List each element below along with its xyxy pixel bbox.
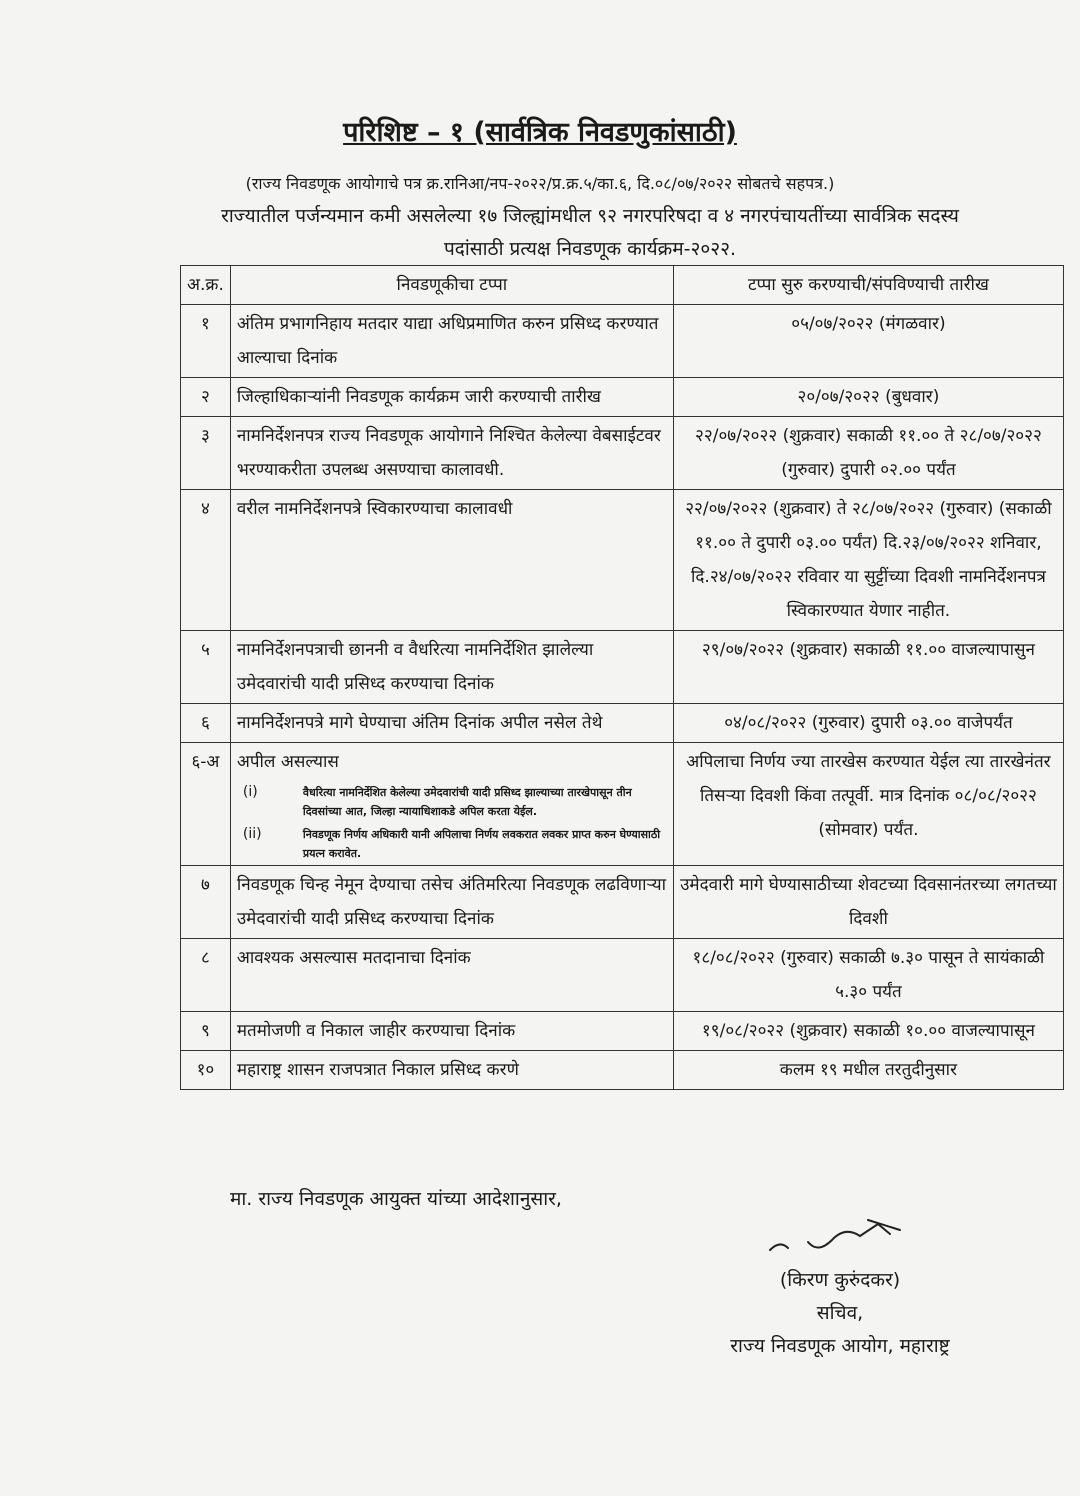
row-stage: निवडणूक चिन्ह नेमून देण्याचा तसेच अंतिमरित्या निवडणूक लढविणाऱ्या उमेदवारांची यादी प्रसिध्द करण्याचा दिनांक [230, 866, 673, 939]
row-serial: ९ [181, 1012, 231, 1051]
header-stage: निवडणूकीचा टप्पा [230, 266, 673, 305]
row-stage-appeal [230, 743, 673, 866]
row-stage: आवश्यक असल्यास मतदानाचा दिनांक [230, 939, 673, 1012]
table-row [181, 490, 1064, 631]
header-serial: अ.क्र. [181, 266, 231, 305]
row-date: कलम १९ मधील तरतुदीनुसार [673, 1051, 1063, 1090]
table-row [181, 378, 1064, 417]
row-serial: ४ [181, 490, 231, 631]
row-stage: नामनिर्देशनपत्राची छाननी व वैधरित्या नामनिर्देशित झालेल्या उमेदवारांची यादी प्रसिध्द करण्याचा दिनांक [230, 631, 673, 704]
table-row [181, 1012, 1064, 1051]
row-stage: अंतिम प्रभागनिहाय मतदार याद्या अधिप्रमाणित करुन प्रसिध्द करण्यात आल्याचा दिनांक [230, 305, 673, 378]
schedule-heading [140, 200, 1040, 266]
table-row [181, 631, 1064, 704]
signature-block [690, 1212, 990, 1363]
row-serial: ६-अ [181, 743, 231, 866]
table-row [181, 417, 1064, 490]
row-date: २९/०७/२०२२ (शुक्रवार) सकाळी ११.०० वाजल्यापासुन [673, 631, 1063, 704]
row-date: २०/०७/२०२२ (बुधवार) [673, 378, 1063, 417]
table-row [181, 743, 1064, 866]
appeal-label: अपील असल्यास [236, 752, 339, 772]
page-title: परिशिष्ट – १ (सार्वत्रिक निवडणुकांसाठी) [343, 117, 737, 148]
row-stage: महाराष्ट्र शासन राजपत्रात निकाल प्रसिध्द करणे [230, 1051, 673, 1090]
appeal-sub-item [237, 783, 667, 821]
table-row [181, 1051, 1064, 1090]
row-serial: ३ [181, 417, 231, 490]
appeal-sub-number: (i) [242, 784, 258, 800]
appeal-sub-item [237, 825, 667, 863]
closing-line: मा. राज्य निवडणूक आयुक्त यांच्या आदेशानुसार, [230, 1188, 562, 1210]
heading-line-1: राज्यातील पर्जन्यमान कमी असलेल्या १७ जिल्ह्यांमधील ९२ नगरपरिषदा व ४ नगरपंचायतींच्या सार्वत्रिक सदस्य [221, 205, 959, 227]
row-date: ०४/०८/२०२२ (गुरुवार) दुपारी ०३.०० वाजेपर्यंत [673, 704, 1063, 743]
row-serial: ७ [181, 866, 231, 939]
row-stage: मतमोजणी व निकाल जाहीर करण्याचा दिनांक [230, 1012, 673, 1051]
row-serial: १ [181, 305, 231, 378]
row-date: २२/०७/२०२२ (शुक्रवार) ते २८/०७/२०२२ (गुरुवार) (सकाळी ११.०० ते दुपारी ०३.०० पर्यंत) दि.२३/०७/२०२२ शनिवार, दि.२४/०७/२०२२ रविवार या सुट्टींच्या दिवशी नामनिर्देशनपत्र स्विकारण्यात येणार नाहीत. [673, 490, 1063, 631]
signatory-designation: सचिव, [816, 1302, 864, 1324]
header-date: टप्पा सुरु करण्याची/संपविण्याची तारीख [673, 266, 1063, 305]
appeal-sub-text: निवडणूक निर्णय अधिकारी यानी अपिलाचा निर्णय लवकरात लवकर प्राप्त करुन घेण्यासाठी प्रयत्न करावेत. [302, 828, 661, 860]
appeal-sub-number: (ii) [242, 826, 262, 842]
table-row [181, 305, 1064, 378]
table-row [181, 704, 1064, 743]
row-stage: नामनिर्देशनपत्र राज्य निवडणूक आयोगाने निश्चित केलेल्या वेबसाईटवर भरण्याकरीता उपलब्ध असण्याचा कालावधी. [230, 417, 673, 490]
row-stage: वरील नामनिर्देशनपत्रे स्विकारण्याचा कालावधी [230, 490, 673, 631]
row-date: उमेदवारी मागे घेण्यासाठीच्या शेवटच्या दिवसानंतरच्या लगतच्या दिवशी [673, 866, 1063, 939]
signature-scribble [750, 1212, 920, 1264]
row-serial: २ [181, 378, 231, 417]
table-row [181, 866, 1064, 939]
signatory-office: राज्य निवडणूक आयोग, महाराष्ट्र [730, 1335, 950, 1357]
row-serial: ६ [181, 704, 231, 743]
table-header-row [181, 266, 1064, 305]
row-date: १९/०८/२०२२ (शुक्रवार) सकाळी १०.०० वाजल्यापासून [673, 1012, 1063, 1051]
row-serial: ५ [181, 631, 231, 704]
row-date: ०५/०७/२०२२ (मंगळवार) [673, 305, 1063, 378]
row-date: १८/०८/२०२२ (गुरुवार) सकाळी ७.३० पासून ते सायंकाळी ५.३० पर्यंत [673, 939, 1063, 1012]
row-stage: जिल्हाधिकाऱ्यांनी निवडणूक कार्यक्रम जारी करण्याची तारीख [230, 378, 673, 417]
reference-line: (राज्य निवडणूक आयोगाचे पत्र क्र.रानिआ/नप-२०२२/प्र.क्र.५/का.६, दि.०८/०७/२०२२ सोबतचे सहपत्र.) [245, 174, 835, 193]
row-date: अपिलाचा निर्णय ज्या तारखेस करण्यात येईल त्या तारखेनंतर तिसऱ्या दिवशी किंवा तत्पूर्वी. मात्र दिनांक ०८/०८/२०२२ (सोमवार) पर्यंत. [673, 743, 1063, 866]
row-stage: नामनिर्देशनपत्रे मागे घेण्याचा अंतिम दिनांक अपील नसेल तेथे [230, 704, 673, 743]
table-row [181, 939, 1064, 1012]
row-serial: ८ [181, 939, 231, 1012]
heading-line-2: पदांसाठी प्रत्यक्ष निवडणूक कार्यक्रम-२०२२. [443, 238, 737, 260]
row-date: २२/०७/२०२२ (शुक्रवार) सकाळी ११.०० ते २८/०७/२०२२ (गुरुवार) दुपारी ०२.०० पर्यंत [673, 417, 1063, 490]
appeal-sub-text: वैधरित्या नामनिर्देशित केलेल्या उमेदवारांची यादी प्रसिध्द झाल्याच्या तारखेपासून तीन दिवसांच्या आत, जिल्हा न्यायाधिशाकडे अपिल करता येईल. [302, 786, 632, 818]
schedule-table [180, 265, 1064, 1090]
signatory-name: (किरण कुरुंदकर) [779, 1269, 901, 1291]
row-serial: १० [181, 1051, 231, 1090]
